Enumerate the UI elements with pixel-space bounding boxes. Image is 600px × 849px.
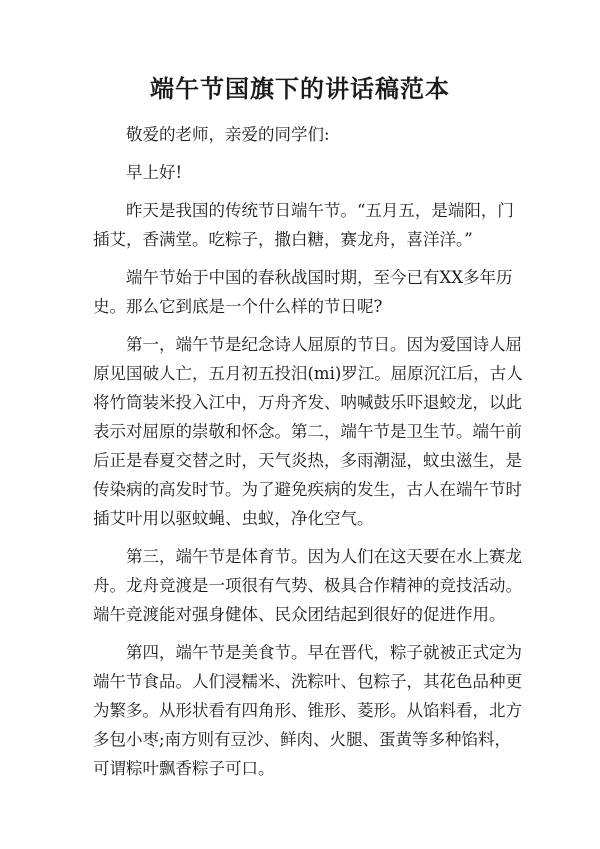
text-line: 插艾，香满堂。吃粽子，撒白糖，赛龙舟，喜洋洋。” — [93, 230, 473, 249]
paragraph-third — [93, 542, 522, 629]
paragraph-history — [93, 263, 513, 321]
speech-body — [93, 120, 523, 792]
page-title: 端午节国旗下的讲话稿范本 — [150, 74, 450, 103]
text-line: 表示对屈原的崇敬和怀念。第二，端午节是卫生节。端午前 — [93, 422, 522, 441]
text-line: 第三，端午节是体育节。因为人们在这天要在水上赛龙 — [126, 547, 522, 566]
text-line: 舟。龙舟竞渡是一项很有气势、极具合作精神的竞技活动。 — [93, 576, 522, 595]
text-line: 史。那么它到底是一个什么样的节日呢? — [93, 297, 383, 316]
text-line: 端午竞渡能对强身健体、民众团结起到很好的促进作用。 — [93, 605, 506, 624]
text-line: 为繁多。从形状看有四角形、锥形、菱形。从馅料看，北方 — [93, 701, 522, 720]
text-line: 原见国破人亡，五月初五投汨(mi)罗江。屈原沉江后，古人 — [93, 364, 523, 383]
paragraph-fourth — [93, 638, 522, 783]
text-line: 敬爱的老师，亲爱的同学们: — [126, 125, 330, 144]
text-line: 将竹筒装米投入江中，万舟齐发、呐喊鼓乐吓退蛟龙，以此 — [93, 393, 522, 412]
text-line: 早上好! — [126, 163, 183, 182]
text-line: 第四，端午节是美食节。早在晋代，粽子就被正式定为 — [126, 643, 522, 662]
text-line: 后正是春夏交替之时，天气炎热，多雨潮湿，蚊虫滋生，是 — [93, 451, 522, 470]
text-line: 昨天是我国的传统节日端午节。“五月五，是端阳，门 — [126, 201, 514, 220]
paragraph-salutation — [93, 120, 513, 149]
paragraph-intro — [93, 196, 513, 254]
text-line: 传染病的高发时节。为了避免疾病的发生，古人在端午节时 — [93, 480, 522, 499]
paragraph-first-second — [93, 330, 523, 533]
text-line: 端午节食品。人们浸糯米、洗粽叶、包粽子，其花色品种更 — [93, 672, 522, 691]
text-line: 可谓粽叶飘香粽子可口。 — [93, 759, 275, 778]
text-line: 第一，端午节是纪念诗人屈原的节日。因为爱国诗人屈 — [126, 335, 522, 354]
text-line: 插艾叶用以驱蚊蝇、虫蚁，净化空气。 — [93, 509, 374, 528]
text-line: 端午节始于中国的春秋战国时期，至今已有XX多年历 — [126, 268, 513, 287]
text-line: 多包小枣;南方则有豆沙、鲜肉、火腿、蛋黄等多种馅料， — [93, 730, 512, 749]
paragraph-greeting — [93, 158, 513, 187]
